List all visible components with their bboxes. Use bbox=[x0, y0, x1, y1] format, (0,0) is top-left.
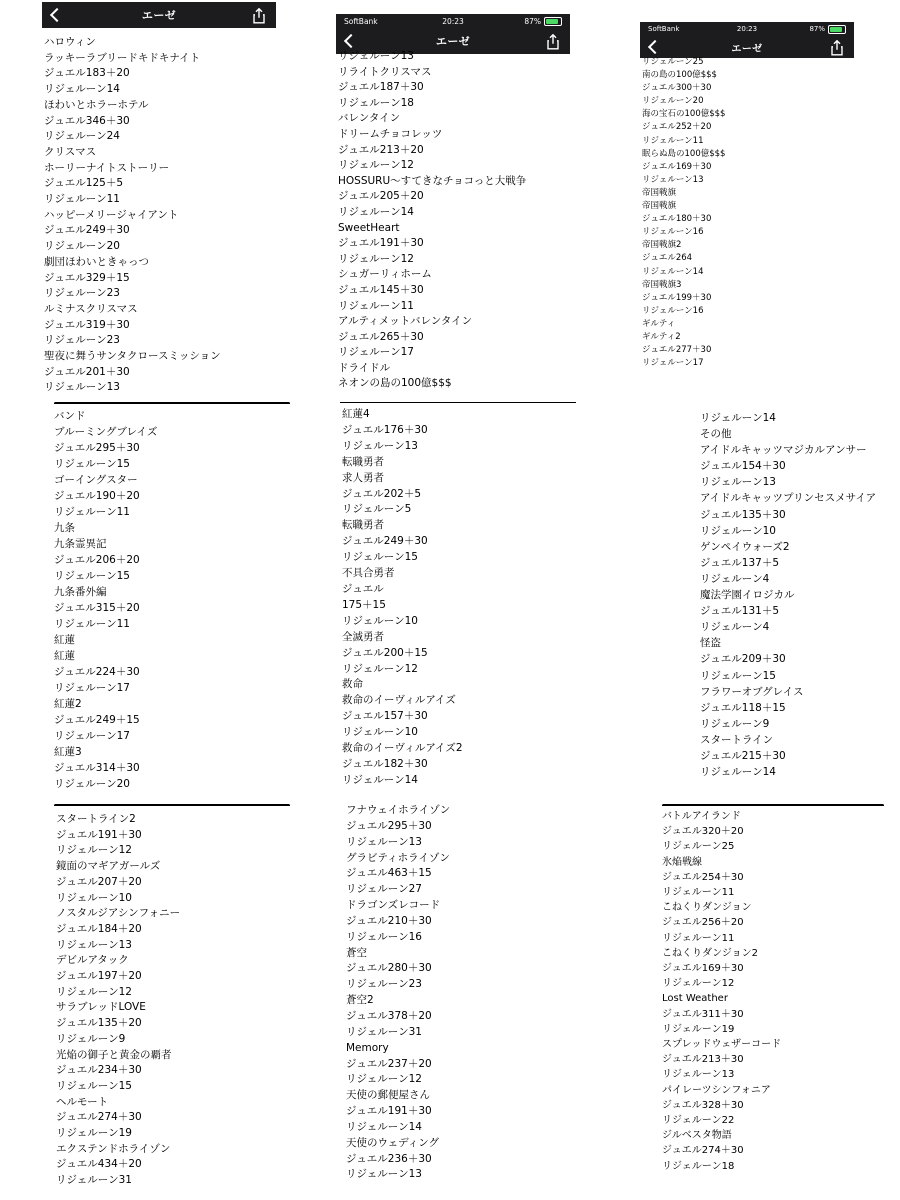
list-item: SweetHeart bbox=[338, 221, 400, 234]
list-item: リジェルーン15 bbox=[54, 570, 130, 582]
list-item: ドラゴンズレコード bbox=[346, 899, 441, 912]
screenshot-panel-9 bbox=[662, 806, 886, 1184]
list-item: 天使のウェディング bbox=[346, 1136, 440, 1149]
list-item: 帝国戦旗 bbox=[642, 201, 677, 212]
list-item: ギルティ bbox=[642, 318, 676, 329]
list-panel-6 bbox=[700, 410, 876, 780]
list-item: フラワーオブグレイス bbox=[700, 685, 804, 698]
status-bar bbox=[336, 14, 570, 28]
list-item: アイドルキャッツマジカルアンサー bbox=[700, 444, 867, 457]
list-item: 聖夜に舞うサンタクロースミッション bbox=[44, 350, 221, 363]
list-item: ジュエル236＋30 bbox=[346, 1152, 432, 1165]
list-item: 紅蓮3 bbox=[54, 746, 82, 758]
list-item: リジェルーン11 bbox=[54, 506, 130, 518]
list-item: ノスタルジアシンフォニー bbox=[56, 907, 181, 920]
list-item: リジェルーン12 bbox=[346, 1073, 422, 1086]
list-item: リジェルーン13 bbox=[700, 476, 776, 489]
list-item: 九条霊異記 bbox=[54, 538, 107, 550]
list-item: 蒼空2 bbox=[346, 994, 374, 1007]
list-item: ジュエル320＋20 bbox=[662, 826, 744, 838]
list-item: リジェルーン16 bbox=[642, 305, 704, 316]
list-item: リジェルーン22 bbox=[662, 1115, 735, 1127]
list-item: リジェルーン23 bbox=[346, 978, 422, 991]
list-item: ジュエル252＋20 bbox=[642, 122, 712, 133]
list-item: リジェルーン5 bbox=[342, 503, 412, 516]
list-item: リジェルーン31 bbox=[346, 1025, 422, 1038]
list-item: リジェルーン31 bbox=[56, 1174, 132, 1187]
list-item: ジュエル213＋20 bbox=[338, 143, 424, 156]
list-item: ブルーミングブレイズ bbox=[54, 426, 158, 438]
list-item: リジェルーン15 bbox=[56, 1079, 132, 1092]
list-item: 紅蓮 bbox=[54, 650, 75, 662]
list-item: リジェルーン27 bbox=[346, 883, 422, 896]
list-item: リジェルーン14 bbox=[338, 205, 414, 218]
list-item: リジェルーン12 bbox=[338, 159, 414, 172]
list-item: 帝国戦旗 bbox=[642, 187, 677, 198]
list-item: Memory bbox=[346, 1041, 389, 1054]
list-item: リジェルーン14 bbox=[700, 766, 776, 779]
list-item: ジュエル182＋30 bbox=[342, 757, 428, 770]
list-item: 天使の郵便屋さん bbox=[346, 1089, 430, 1102]
list-item: 救命のイーヴィルアイズ bbox=[342, 694, 456, 707]
carrier-label: SoftBank bbox=[344, 16, 378, 26]
list-item: リジェルーン19 bbox=[56, 1127, 132, 1140]
list-item: ジュエル234＋30 bbox=[56, 1064, 142, 1077]
list-item: リジェルーン11 bbox=[642, 135, 704, 146]
list-item: ジュエル184＋20 bbox=[56, 922, 142, 935]
list-panel-5 bbox=[342, 407, 463, 789]
list-item: ドリームチョコレッツ bbox=[338, 127, 443, 140]
list-item: ゲンペイウォーズ2 bbox=[700, 540, 790, 553]
list-item: ギルティ2 bbox=[642, 331, 681, 342]
list-item: リジェルーン12 bbox=[662, 978, 735, 990]
list-item: ルミナスクリスマス bbox=[44, 302, 138, 315]
list-item: その他 bbox=[700, 428, 732, 441]
list-item: 転職勇者 bbox=[342, 455, 384, 468]
screenshot-panel-6 bbox=[698, 396, 898, 788]
share-icon[interactable] bbox=[830, 40, 844, 56]
nav-bar bbox=[640, 36, 854, 58]
list-item: ジュエル118＋15 bbox=[700, 701, 786, 714]
list-item: ジュエル434＋20 bbox=[56, 1158, 142, 1171]
list-item: リジェルーン12 bbox=[56, 985, 132, 998]
divider bbox=[340, 402, 576, 403]
list-item: リジェルーン11 bbox=[662, 932, 735, 944]
list-item: ジュエル295＋30 bbox=[346, 819, 432, 832]
list-item: ジュエル463＋15 bbox=[346, 867, 432, 880]
list-item: 魔法学園イロジカル bbox=[700, 589, 795, 602]
list-item: ジュエル201＋30 bbox=[44, 365, 130, 378]
list-item: ジュエル328＋30 bbox=[662, 1099, 744, 1111]
nav-title: エーゼ bbox=[435, 35, 471, 48]
list-item: ジュエル207＋20 bbox=[56, 875, 142, 888]
nav-bar bbox=[42, 2, 276, 28]
list-item: リジェルーン10 bbox=[56, 891, 132, 904]
list-item: スタートライン2 bbox=[56, 813, 136, 825]
list-item: ジュエル274＋30 bbox=[662, 1145, 744, 1157]
list-item: リジェルーン17 bbox=[54, 730, 130, 742]
list-item: リジェルーン12 bbox=[338, 252, 414, 265]
list-panel-8 bbox=[346, 803, 450, 1183]
screenshot-panel-7 bbox=[54, 806, 290, 1196]
list-item: リジェルーン13 bbox=[56, 938, 132, 951]
list-panel-1 bbox=[44, 35, 221, 396]
share-icon[interactable] bbox=[252, 8, 266, 24]
list-item: リジェルーン13 bbox=[44, 381, 120, 394]
list-item: ジュエル224＋30 bbox=[54, 666, 140, 678]
list-item: リジェルーン16 bbox=[346, 930, 422, 943]
list-item: リジェルーン14 bbox=[342, 773, 418, 786]
list-item: 九条番外編 bbox=[54, 586, 107, 598]
list-item: ホーリーナイトストーリー bbox=[44, 161, 170, 174]
list-item: ジュエル187＋30 bbox=[338, 81, 424, 94]
list-item: ジュエル205＋20 bbox=[338, 190, 424, 203]
list-item: リジェルーン17 bbox=[54, 682, 130, 694]
status-time: 20:23 bbox=[736, 25, 758, 33]
list-item: ラッキーラブリードキドキナイト bbox=[44, 51, 201, 64]
list-item: ジュエル277＋30 bbox=[642, 345, 712, 356]
list-item: ジュエル135＋30 bbox=[700, 508, 786, 521]
list-item: リジェルーン20 bbox=[44, 240, 120, 253]
list-item: ジュエル300＋30 bbox=[642, 83, 712, 94]
list-item: リジェルーン9 bbox=[700, 717, 770, 730]
list-item: ヘルモート bbox=[56, 1095, 109, 1108]
list-item: リジェルーン14 bbox=[642, 266, 704, 277]
list-item: リジェルーン11 bbox=[338, 299, 414, 312]
list-item: 南の島の100億$$$ bbox=[642, 70, 717, 81]
status-right bbox=[524, 17, 562, 26]
list-item: リジェルーン25 bbox=[642, 57, 704, 67]
list-item: ハロウィン bbox=[44, 36, 96, 48]
list-item: バトルアイランド bbox=[662, 811, 741, 822]
list-item: リジェルーン18 bbox=[662, 1160, 735, 1172]
status-time: 20:23 bbox=[442, 16, 464, 26]
list-item: 光焔の御子と黄金の覇者 bbox=[56, 1048, 172, 1061]
list-item: ハッピーメリージャイアント bbox=[44, 208, 179, 221]
list-item: 氷焔戦線 bbox=[662, 856, 702, 868]
list-item: ジュエル249＋15 bbox=[54, 714, 140, 726]
list-item: 紅蓮4 bbox=[342, 408, 370, 420]
list-item: 帝国戦旗3 bbox=[642, 279, 682, 290]
list-item: ジュエル137＋5 bbox=[700, 556, 780, 569]
list-item: こねくりダンジョン2 bbox=[662, 947, 759, 959]
list-item: ジュエル180＋30 bbox=[642, 214, 712, 225]
list-item: 鏡面のマギアガールズ bbox=[56, 860, 161, 873]
list-item: ジュエル209＋30 bbox=[700, 653, 786, 666]
list-item: 紅蓮 bbox=[54, 634, 75, 646]
list-item: アルティメットバレンタイン bbox=[338, 315, 473, 328]
list-item: リジェルーン13 bbox=[338, 50, 414, 62]
list-item: リジェルーン15 bbox=[54, 458, 130, 470]
list-item: リジェルーン13 bbox=[346, 1168, 422, 1181]
list-item: ジュエル191＋30 bbox=[56, 828, 142, 841]
list-item: リジェルーン24 bbox=[44, 130, 120, 143]
list-item: ジュエル190＋20 bbox=[54, 490, 140, 502]
list-item: 転職勇者 bbox=[342, 519, 384, 532]
list-item: エクステンドホライゾン bbox=[56, 1142, 171, 1155]
list-item: リジェルーン14 bbox=[346, 1120, 422, 1133]
battery-level bbox=[830, 27, 842, 32]
list-item: リジェルーン18 bbox=[338, 96, 414, 109]
list-item: ジュエル206＋20 bbox=[54, 554, 140, 566]
list-item: 眠らぬ島の100億$$$ bbox=[642, 148, 726, 159]
list-item: リジェルーン11 bbox=[44, 193, 120, 206]
screenshot-panel-4 bbox=[52, 404, 292, 796]
list-item: リジェルーン4 bbox=[700, 621, 770, 634]
list-item: ジュエル183＋20 bbox=[44, 67, 130, 80]
list-item: 九条 bbox=[54, 522, 75, 534]
list-item: シュガーリィホーム bbox=[338, 268, 432, 281]
list-item: ジュエル254＋30 bbox=[662, 871, 744, 883]
list-item: ジュエル197＋20 bbox=[56, 970, 142, 983]
list-item: ほわいとホラーホテル bbox=[44, 98, 149, 111]
list-item: リジェルーン13 bbox=[342, 439, 418, 452]
list-item: 紅蓮2 bbox=[54, 698, 82, 710]
list-item: リジェルーン10 bbox=[700, 524, 776, 537]
list-item: ジュエル191＋30 bbox=[346, 1105, 432, 1118]
list-item: ジルベスタ物語 bbox=[662, 1130, 732, 1142]
list-item: HOSSURU〜すてきなチョコっと大戦争 bbox=[338, 174, 527, 187]
list-item: 海の宝石の100億$$$ bbox=[642, 109, 726, 120]
list-item: ジュエル249＋30 bbox=[44, 224, 130, 237]
share-icon[interactable] bbox=[546, 34, 560, 50]
list-item: ジュエル256＋20 bbox=[662, 917, 744, 929]
list-item: ジュエル314＋30 bbox=[54, 762, 140, 774]
screenshot-panel-5 bbox=[340, 404, 580, 792]
list-item: リジェルーン10 bbox=[342, 726, 418, 739]
list-item: リジェルーン13 bbox=[346, 835, 422, 848]
list-item: ネオンの島の100億$$$ bbox=[338, 377, 452, 390]
chevron-left-icon[interactable] bbox=[648, 40, 662, 54]
chevron-left-icon[interactable] bbox=[50, 8, 64, 22]
list-item: リジェルーン16 bbox=[642, 227, 704, 238]
list-item: 不具合勇者 bbox=[342, 567, 395, 580]
list-item: ジュエル202＋5 bbox=[342, 487, 422, 500]
list-item: ジュエル200＋15 bbox=[342, 646, 428, 659]
list-item: ジュエル346＋30 bbox=[44, 114, 130, 127]
list-item: リジェルーン11 bbox=[662, 887, 735, 899]
list-item: 帝国戦旗2 bbox=[642, 240, 682, 251]
list-item: リライトクリスマス bbox=[338, 65, 432, 78]
list-panel-2 bbox=[338, 49, 526, 392]
list-item: リジェルーン9 bbox=[56, 1032, 126, 1045]
list-panel-4 bbox=[54, 408, 157, 792]
list-item: リジェルーン17 bbox=[338, 346, 414, 359]
list-item: リジェルーン14 bbox=[700, 412, 776, 424]
list-item: ジュエル315＋20 bbox=[54, 602, 140, 614]
list-item: リジェルーン14 bbox=[44, 83, 120, 96]
battery-percent: 87% bbox=[524, 16, 541, 26]
list-item: リジェルーン13 bbox=[642, 174, 704, 185]
battery-icon bbox=[544, 17, 562, 26]
list-item: ジュエル280＋30 bbox=[346, 962, 432, 975]
list-item: リジェルーン12 bbox=[56, 844, 132, 857]
list-item: ジュエル bbox=[342, 582, 384, 595]
list-item: ジュエル319＋30 bbox=[44, 318, 130, 331]
list-item: ジュエル199＋30 bbox=[642, 292, 712, 303]
list-item: ジュエル274＋30 bbox=[56, 1111, 142, 1124]
list-item: リジェルーン11 bbox=[54, 618, 130, 630]
list-item: グラビティホライゾン bbox=[346, 851, 450, 864]
list-item: リジェルーン25 bbox=[662, 841, 735, 853]
list-item: ジュエル213＋30 bbox=[662, 1054, 744, 1066]
list-item: リジェルーン4 bbox=[700, 572, 770, 585]
list-item: こねくりダンジョン bbox=[662, 902, 752, 914]
list-item: ジュエル191＋30 bbox=[338, 237, 424, 250]
list-item: ジュエル169＋30 bbox=[662, 963, 744, 975]
list-item: ゴーイングスター bbox=[54, 474, 138, 486]
list-item: ジュエル135＋20 bbox=[56, 1017, 142, 1030]
list-item: サラブレッドLOVE bbox=[56, 1001, 146, 1014]
carrier-label: SoftBank bbox=[648, 25, 680, 33]
list-item: スプレッドウェザーコード bbox=[662, 1039, 782, 1051]
screenshot-panel-2 bbox=[336, 14, 572, 396]
list-item: ジュエル215＋30 bbox=[700, 749, 786, 762]
list-item: スタートライン bbox=[700, 733, 774, 746]
list-item: リジェルーン23 bbox=[44, 287, 120, 300]
list-item: リジェルーン15 bbox=[342, 551, 418, 564]
chevron-left-icon[interactable] bbox=[344, 34, 358, 48]
list-item: リジェルーン17 bbox=[642, 358, 704, 369]
list-item: リジェルーン15 bbox=[700, 669, 776, 682]
list-item: リジェルーン19 bbox=[662, 1023, 735, 1035]
list-item: ジュエル145＋30 bbox=[338, 283, 424, 296]
list-item: ジュエル378＋20 bbox=[346, 1009, 432, 1022]
list-item: 全滅勇者 bbox=[342, 630, 384, 643]
list-panel-3 bbox=[642, 56, 725, 370]
list-item: 175＋15 bbox=[342, 598, 386, 611]
list-item: 救命のイーヴィルアイズ2 bbox=[342, 742, 463, 755]
list-item: リジェルーン23 bbox=[44, 334, 120, 347]
list-panel-7 bbox=[56, 812, 180, 1189]
list-item: 蒼空 bbox=[346, 946, 367, 959]
status-right bbox=[809, 25, 846, 34]
list-panel-9 bbox=[662, 809, 781, 1174]
nav-title: エーゼ bbox=[141, 9, 177, 22]
status-bar bbox=[640, 22, 854, 36]
battery-level bbox=[546, 19, 558, 24]
list-item: 求人勇者 bbox=[342, 471, 384, 484]
list-item: ジュエル154＋30 bbox=[700, 460, 786, 473]
list-item: バンド bbox=[54, 410, 86, 422]
list-item: ドライドル bbox=[338, 361, 391, 374]
screenshot-panel-1 bbox=[42, 2, 282, 396]
list-item: クリスマス bbox=[44, 145, 97, 158]
list-item: ジュエル264 bbox=[642, 253, 693, 264]
list-item: フナウェイホライゾン bbox=[346, 804, 451, 816]
list-item: ジュエル265＋30 bbox=[338, 330, 424, 343]
list-item: Lost Weather bbox=[662, 993, 728, 1005]
screenshot-panel-8 bbox=[344, 802, 580, 1196]
list-item: 救命 bbox=[342, 678, 363, 691]
nav-title: エーゼ bbox=[731, 43, 763, 55]
list-item: リジェルーン13 bbox=[662, 1069, 735, 1081]
list-item: バレンタイン bbox=[338, 112, 401, 125]
list-item: ジュエル125＋5 bbox=[44, 177, 124, 190]
list-item: ジュエル131＋5 bbox=[700, 605, 780, 618]
list-item: ジュエル176＋30 bbox=[342, 423, 428, 436]
list-item: リジェルーン20 bbox=[54, 778, 130, 790]
list-item: ジュエル295＋30 bbox=[54, 442, 140, 454]
list-item: ジュエル169＋30 bbox=[642, 161, 712, 172]
list-item: ジュエル311＋30 bbox=[662, 1008, 744, 1020]
battery-icon bbox=[828, 25, 846, 34]
list-item: リジェルーン12 bbox=[342, 662, 418, 675]
list-item: ジュエル210＋30 bbox=[346, 914, 432, 927]
screenshot-panel-3 bbox=[640, 22, 854, 372]
list-item: ジュエル157＋30 bbox=[342, 710, 428, 723]
list-item: アイドルキャッツプリンセスメサイア bbox=[700, 492, 877, 505]
list-item: リジェルーン10 bbox=[342, 614, 418, 627]
list-item: パイレーツシンフォニア bbox=[662, 1084, 771, 1096]
list-item: ジュエル237＋20 bbox=[346, 1057, 432, 1070]
list-item: リジェルーン20 bbox=[642, 96, 704, 107]
list-item: ジュエル249＋30 bbox=[342, 535, 428, 548]
battery-percent: 87% bbox=[809, 25, 825, 33]
list-item: 怪盗 bbox=[700, 637, 721, 650]
list-item: デビルアタック bbox=[56, 954, 129, 967]
list-item: 劇団ほわいときゃっつ bbox=[44, 255, 149, 268]
list-item: ジュエル329＋15 bbox=[44, 271, 130, 284]
